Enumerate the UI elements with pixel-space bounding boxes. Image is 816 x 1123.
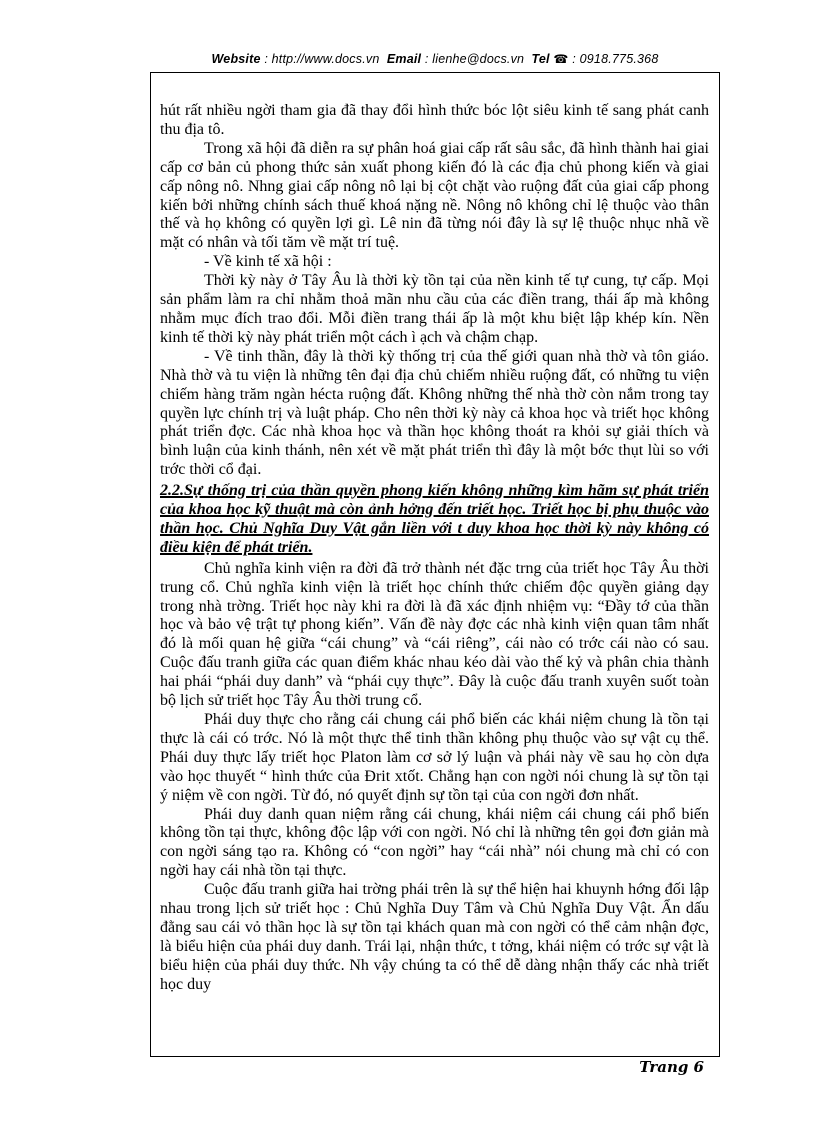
telephone-icon: ☎ [553, 52, 569, 66]
page-frame-left [150, 72, 151, 1056]
page-number: Trang 6 [639, 1058, 704, 1076]
paragraph-scholasticism: Chủ nghĩa kinh viện ra đời đã trở thành nét đặc trng của triết học Tây Âu thời trung cổ. Chủ nghĩa kinh viện là triết học chính thức chiếm độc quyền giảng dạy trong nhà trờng. Triết học này khi ra đời là đã xác định nhiệm vụ: “Đầy tớ của thần học và bảo vệ trật tự phong kiến”. Vấn đề này đợc các nhà kinh viện quan tâm nhất đó là mối quan hệ giữa “cái chung” và “cái riêng”, cái nào có trớc cái nào có sau. Cuộc đấu tranh giữa các quan điểm khác nhau kéo dài vào thế kỷ và phân chia thành hai phái “phái duy danh” và “phái cụy thực”. Đây là cuộc đấu tranh xuyên suốt toàn bộ lịch sử triết học Tây Âu thời trung cổ. [160, 559, 709, 710]
page-header [150, 52, 720, 66]
website-link[interactable]: : http://www.docs.vn [264, 52, 380, 66]
section-heading-2-2: 2.2.Sự thống trị của thần quyền phong kiến không những kìm hãm sự phát triển của khoa học kỹ thuật mà còn ảnh hởng đến triết học. Triết học bị phụ thuộc vào thần học. Chủ Nghĩa Duy Vật gắn liền với t duy khoa học thời kỳ này không có điều kiện để phát triển. [160, 482, 709, 556]
page-frame-top [150, 72, 720, 73]
paragraph-realism: Phái duy thực cho rằng cái chung cái phổ biến các khái niệm chung là tồn tại thực là cái có trớc. Nó là một thực thể tinh thần không phụ thuộc vào sự vật cụ thể. Phái duy thực lấy triết học Platon làm cơ sở lý luận và phái này về sau họ còn dựa vào học thuyết “ hình thức của Đrit xtốt. Chẳng hạn con ngời nói chung là sự tồn tại ý niệm về con ngời. Từ đó, nó quyết định sự tồn tại của con ngời đơn nhất. [160, 711, 709, 804]
email-link[interactable]: : lienhe@docs.vn [424, 52, 525, 66]
paragraph-spirit: - Về tinh thần, đây là thời kỳ thống trị của thế giới quan nhà thờ và tôn giáo. Nhà thờ và tu viện là những tên đại địa chủ chiếm nhiều ruộng đất, có những tu viện chiếm hàng trăm ngàn hécta ruộng đất. Không những thế nhà thờ còn nắm trong tay quyền lực chính trị và luật pháp. Cho nên thời kỳ này cả khoa học và triết học không phát triển đợc. Các nhà khoa học và thần học không thoát ra khỏi sự giải thích và bình luận của kinh thánh, nên xét về mặt phát triển thì đây là một bớc thụt lùi so với trớc thời cổ đại. [160, 347, 709, 479]
paragraph-class-division: Trong xã hội đã diễn ra sự phân hoá giai cấp rất sâu sắc, đã hình thành hai giai cấp cơ bản củ phong thức sản xuất phong kiến đó là các địa chủ phong kiến và giai cấp nông nô. Nhng giai cấp nông nô lại bị cột chặt vào ruộng đất của giai cấp phong kiến bởi những chính sách thuế khoá nặng nề. Nông nô không chỉ lệ thuộc vào thân thế và họ không có quyền lợi gì. Lê nin đã từng nói đây là sự lệ thuộc nhục nhã về mặt có nhân và tối tăm về mặt trí tuệ. [160, 139, 709, 252]
paragraph-nominalism: Phái duy danh quan niệm rằng cái chung, khái niệm cái chung cái phổ biến không tồn tại thực, không độc lập với con ngời. Nó chỉ là những tên gọi đơn giản mà con ngời sáng tạo ra. Không có “con ngời” hay “cái nhà” nói chung mà chỉ có con ngời hay cái nhà tồn tại thực. [160, 805, 709, 880]
paragraph-continuation: hút rất nhiều ngời tham gia đã thay đổi hình thức bóc lột siêu kinh tế sang phát canh thu địa tô. [160, 102, 709, 138]
document-body [160, 102, 709, 995]
page-frame-right [719, 72, 720, 1056]
page-frame-bottom [150, 1056, 720, 1057]
tel-label: Tel [531, 52, 550, 66]
paragraph-economy: Thời kỳ này ở Tây Âu là thời kỳ tồn tại của nền kinh tế tự cung, tự cấp. Mọi sản phẩm làm ra chỉ nhằm thoả mãn nhu cầu của các điền trang, thái ấp mà không nhằm mục đích trao đổi. Mỗi điền trang thái ấp là một khu biệt lập khép kín. Nền kinh tế thời kỳ này phát triển một cách ì ạch và chậm chạp. [160, 272, 709, 346]
paragraph-struggle: Cuộc đấu tranh giữa hai trờng phái trên là sự thể hiện hai khuynh hớng đối lập nhau trong lịch sử triết học : Chủ Nghĩa Duy Tâm và Chủ Nghĩa Duy Vật. Ẩn dấu đằng sau cái vỏ thần học là sự tồn tại khách quan mà con ngời có thể cảm nhận đợc, là biểu hiện của phái duy danh. Trái lại, nhận thức, t tởng, khái niệm có trớc sự vật là biểu hiện của phái duy thức. Nh vậy chúng ta có thể dễ dàng nhận thấy các nhà triết học duy [160, 881, 709, 993]
email-label: Email [386, 52, 422, 66]
subheading-economy: - Về kinh tế xã hội : [204, 253, 332, 271]
website-label: Website [211, 52, 261, 66]
tel-value: : 0918.775.368 [572, 52, 659, 66]
